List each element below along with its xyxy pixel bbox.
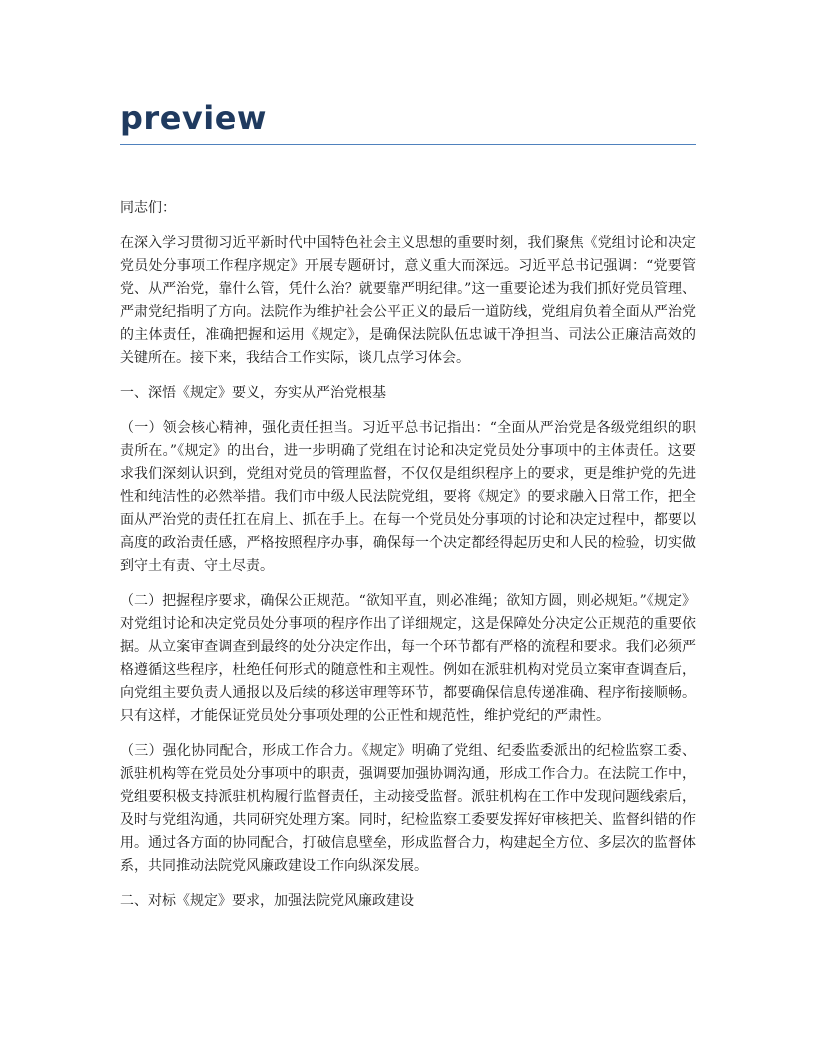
title-divider bbox=[120, 144, 696, 145]
intro-paragraph: 在深入学习贯彻习近平新时代中国特色社会主义思想的重要时刻，我们聚焦《党组讨论和决定党员处分事项工作程序规定》开展专题研讨，意义重大而深远。习近平总书记强调：“党要管党、从严治党，靠什么管，凭什么治？就要靠严明纪律。”这一重要论述为我们抓好党员管理、严肃党纪指明了方向。法院作为维护社会公平正义的最后一道防线，党组肩负着全面从严治党的主体责任，准确把握和运用《规定》，是确保法院队伍忠诚干净担当、司法公正廉洁高效的关键所在。接下来，我结合工作实际，谈几点学习体会。 bbox=[120, 235, 696, 366]
section1-item-1: （一）领会核心精神，强化责任担当。习近平总书记指出：“全面从严治党是各级党组织的职责所在。”《规定》的出台，进一步明确了党组在讨论和决定党员处分事项中的主体责任。这要求我们深刻认识到，党组对党员的管理监督，不仅仅是组织程序上的要求，更是维护党的先进性和纯洁性的必然举措。我们市中级人民法院党组，要将《规定》的要求融入日常工作，把全面从严治党的责任扛在肩上、抓在手上。在每一个党员处分事项的讨论和决定过程中，都要以高度的政治责任感，严格按照程序办事，确保每一个决定都经得起历史和人民的检验，切实做到守土有责、守土尽责。 bbox=[120, 420, 696, 574]
section-heading-1: 一、深悟《规定》要义，夯实从严治党根基 bbox=[120, 385, 386, 401]
section-heading-2: 二、对标《规定》要求，加强法院党风廉政建设 bbox=[120, 893, 414, 909]
greeting: 同志们： bbox=[120, 200, 176, 216]
section1-item-3: （三）强化协同配合，形成工作合力。《规定》明确了党组、纪委监委派出的纪检监察工委、派驻机构等在党员处分事项中的职责，强调要加强协调沟通，形成工作合力。在法院工作中，党组要积极支持派驻机构履行监督责任，主动接受监督。派驻机构在工作中发现问题线索后，及时与党组沟通，共同研究处理方案。同时，纪检监察工委要发挥好审核把关、监督纠错的作用。通过各方面的协同配合，打破信息壁垒，形成监督合力，构建起全方位、多层次的监督体系，共同推动法院党风廉政建设工作向纵深发展。 bbox=[120, 743, 696, 874]
section1-item-2: （二）把握程序要求，确保公正规范。“欲知平直，则必准绳；欲知方圆，则必规矩。”《规定》对党组讨论和决定党员处分事项的程序作出了详细规定，这是保障处分决定公正规范的重要依据。从立案审查调查到最终的处分决定作出，每一个环节都有严格的流程和要求。我们必须严格遵循这些程序，杜绝任何形式的随意性和主观性。例如在派驻机构对党员立案审查调查后，向党组主要负责人通报以及后续的移送审理等环节，都要确保信息传递准确、程序衔接顺畅。只有这样，才能保证党员处分事项处理的公正性和规范性，维护党纪的严肃性。 bbox=[120, 593, 696, 724]
document-page bbox=[120, 96, 696, 925]
document-title: preview bbox=[120, 99, 267, 137]
